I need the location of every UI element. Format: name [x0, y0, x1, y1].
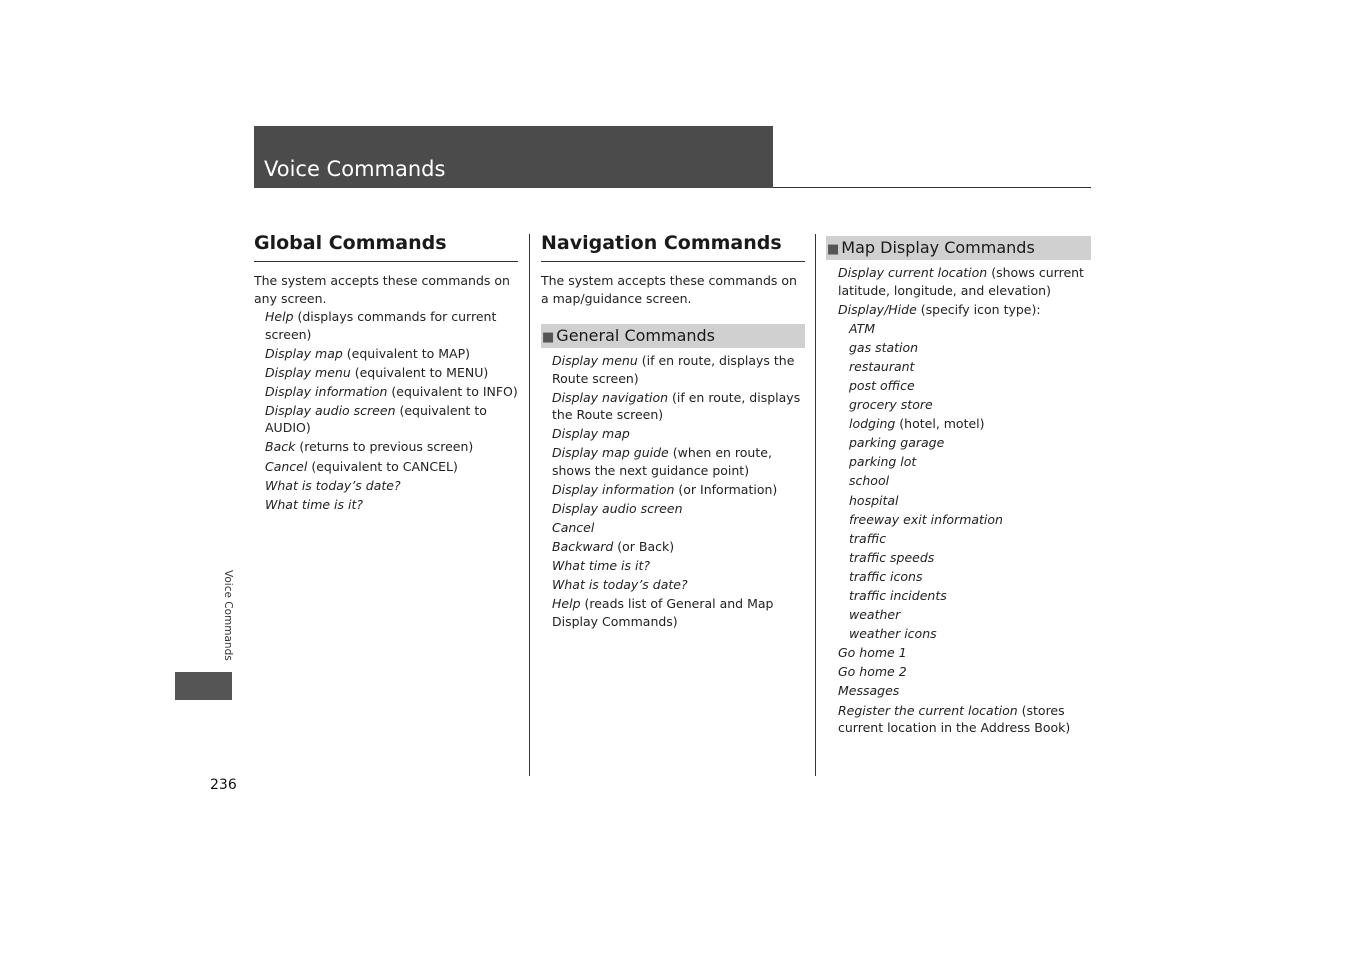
command-phrase: Display menu [552, 353, 638, 368]
command-phrase: Display information [552, 481, 675, 497]
column-divider [815, 234, 816, 776]
command-phrase: Display/Hide [838, 301, 917, 317]
map-display-commands-section [826, 236, 1091, 738]
command-description: (shows current latitude, longitude, and elevation) [838, 265, 1084, 298]
general-commands-list [541, 352, 805, 630]
command-phrase: ATM [849, 320, 876, 336]
command-item [838, 606, 1091, 624]
side-tab-label: Voice Commands [222, 570, 234, 661]
command-description: (equivalent to MAP) [342, 345, 470, 361]
command-phrase: Display current location [838, 265, 988, 280]
command-item [838, 702, 1091, 737]
command-description: (equivalent to MENU) [350, 364, 489, 380]
chapter-banner [254, 126, 773, 188]
command-phrase: Backward [552, 539, 614, 555]
global-commands-list [254, 308, 518, 513]
command-item [838, 472, 1091, 490]
command-description: (equivalent to CANCEL) [307, 458, 458, 474]
global-commands-title: Global Commands [254, 230, 518, 262]
command-item [265, 308, 518, 343]
command-item [552, 444, 805, 479]
command-phrase: Go home 1 [838, 645, 907, 661]
command-phrase: Display audio screen [552, 500, 683, 516]
map-display-commands-title: Map Display Commands [841, 238, 1035, 257]
command-phrase: traffic [849, 530, 887, 546]
command-phrase: weather icons [849, 626, 937, 642]
square-bullet-icon: ■ [827, 242, 840, 257]
command-phrase: Messages [838, 683, 900, 699]
command-phrase: traffic incidents [849, 588, 947, 603]
command-phrase: Cancel [552, 520, 595, 536]
command-item [838, 682, 1091, 700]
command-phrase: Display navigation [552, 389, 669, 405]
command-item [838, 644, 1091, 662]
global-commands-section [254, 230, 518, 515]
command-phrase: Register the current location [838, 702, 1018, 718]
command-phrase: post office [849, 377, 915, 393]
command-phrase: parking garage [849, 435, 945, 451]
chapter-title: Voice Commands [264, 157, 446, 181]
command-phrase: What time is it? [552, 558, 650, 574]
command-description: (specify icon type): [916, 301, 1041, 317]
command-item [838, 625, 1091, 643]
command-phrase: traffic icons [849, 568, 923, 584]
command-item [838, 568, 1091, 586]
command-phrase: Display audio screen [265, 402, 396, 418]
command-phrase: freeway exit information [849, 511, 1003, 527]
command-description: (equivalent to INFO) [387, 383, 518, 399]
command-item [838, 663, 1091, 681]
command-description: (or Information) [674, 481, 778, 497]
command-item [552, 425, 805, 443]
command-phrase: traffic speeds [849, 549, 935, 565]
command-item [838, 358, 1091, 376]
command-phrase: Display menu [265, 364, 351, 380]
command-description: (hotel, motel) [895, 416, 985, 432]
command-item [838, 415, 1091, 433]
command-description: (displays commands for current screen) [265, 309, 497, 342]
column-divider [529, 234, 530, 776]
command-phrase: lodging [849, 416, 896, 432]
page-number: 236 [210, 777, 237, 793]
command-phrase: restaurant [849, 358, 915, 374]
command-phrase: What time is it? [265, 496, 363, 512]
square-bullet-icon: ■ [542, 330, 555, 345]
command-item [265, 383, 518, 401]
navigation-commands-intro: The system accepts these commands on a map/guidance screen. [541, 273, 797, 306]
command-description: (stores current location in the Address Book) [838, 702, 1071, 736]
command-description: (when en route, shows the next guidance point) [552, 445, 772, 478]
command-item [265, 345, 518, 363]
command-phrase: Cancel [265, 458, 308, 474]
command-phrase: Help [552, 596, 581, 612]
command-item [265, 496, 518, 514]
command-item [838, 453, 1091, 471]
command-description: (if en route, displays the Route screen) [552, 353, 795, 386]
command-item [838, 396, 1091, 414]
command-item [265, 438, 518, 456]
command-item [552, 389, 805, 424]
command-item [838, 511, 1091, 529]
command-item [838, 301, 1091, 319]
command-item [265, 402, 518, 437]
side-tab-marker [175, 672, 232, 700]
command-phrase: school [849, 473, 890, 489]
command-item [552, 500, 805, 518]
command-phrase: Display information [265, 383, 388, 399]
map-display-commands-list [826, 264, 1091, 737]
command-item [552, 595, 805, 630]
map-display-commands-heading [826, 236, 1091, 260]
navigation-commands-title: Navigation Commands [541, 230, 805, 262]
command-item [552, 519, 805, 537]
command-description: (reads list of General and Map Display Commands) [552, 596, 774, 629]
command-item [838, 320, 1091, 338]
command-description: (or Back) [613, 539, 675, 555]
command-phrase: gas station [849, 339, 919, 355]
command-phrase: Display map [265, 345, 343, 361]
command-description: (returns to previous screen) [295, 439, 474, 455]
command-item [552, 576, 805, 594]
command-item [265, 364, 518, 382]
command-phrase: Go home 2 [838, 664, 907, 680]
command-item [838, 339, 1091, 357]
command-description: (if en route, displays the Route screen) [552, 389, 801, 423]
command-item [838, 549, 1091, 567]
command-item [838, 264, 1091, 299]
command-phrase: parking lot [849, 454, 917, 470]
command-item [838, 587, 1091, 605]
command-item [838, 530, 1091, 548]
command-phrase: hospital [849, 492, 899, 508]
command-description: (equivalent to AUDIO) [265, 402, 487, 436]
command-phrase: What is today’s date? [552, 577, 688, 593]
command-item [552, 481, 805, 499]
command-item [265, 477, 518, 495]
general-commands-title: General Commands [556, 326, 716, 345]
command-item [552, 538, 805, 556]
command-phrase: What is today’s date? [265, 477, 401, 493]
command-item [552, 352, 805, 387]
command-item [838, 377, 1091, 395]
command-phrase: grocery store [849, 397, 933, 413]
general-commands-heading [541, 324, 805, 348]
command-phrase: Back [265, 439, 296, 455]
command-phrase: Display map [552, 426, 630, 442]
command-phrase: Help [265, 309, 294, 324]
command-item [838, 434, 1091, 452]
navigation-commands-section [541, 230, 805, 632]
command-phrase: weather [849, 607, 901, 623]
command-phrase: Display map guide [552, 445, 669, 461]
global-commands-intro: The system accepts these commands on any screen. [254, 273, 510, 306]
header-rule [773, 187, 1091, 188]
command-item [265, 458, 518, 476]
command-item [552, 557, 805, 575]
command-item [838, 492, 1091, 510]
